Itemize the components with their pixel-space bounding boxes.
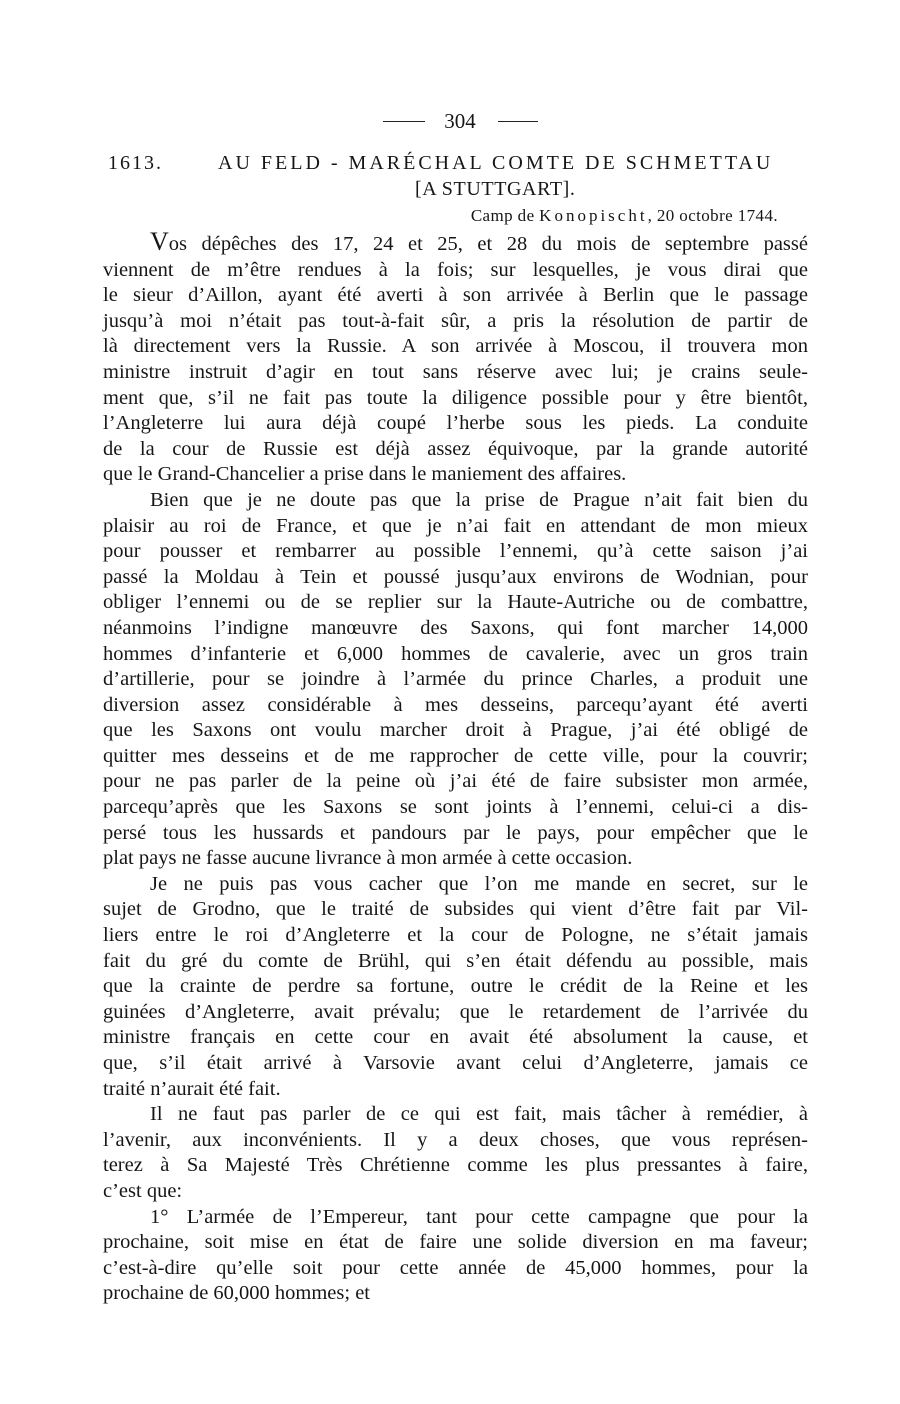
text-line: plat pays ne fasse aucune livrance à mon armée à cette occasion. [103,847,633,870]
text-line: obliger l’ennemi ou de se replier sur la Haute-Autriche ou de combattre, [103,591,808,614]
dateline [471,204,778,228]
text-line: là directement vers la Russie. A son arrivée à Moscou, il trouvera mon [103,335,808,358]
text-line: que les Saxons ont voulu marcher droit à Prague, j’ai été obligé de [103,719,808,742]
text-line: liers entre le roi d’Angleterre et la cour de Pologne, ne s’était jamais [103,924,808,947]
dateline-date: , 20 octobre 1744. [647,206,778,225]
text-line: l’Angleterre lui aura déjà coupé l’herbe sous les pieds. La conduite [103,412,808,435]
text-line: que, s’il était arrivé à Varsovie avant celui d’Angleterre, jamais ce [103,1052,808,1074]
text-line: passé la Moldau à Tein et poussé jusqu’aux environs de Wodnian, pour [103,565,808,588]
text-line: l’avenir, aux inconvénients. Il y a deux choses, que vous représen- [103,1128,808,1151]
letter-number: 1613. [108,152,163,174]
text-line: ministre français en cette cour en avait été absolument la cause, et [103,1026,808,1049]
text-line: pour ne pas parler de la peine où j’ai été de faire subsister mon armée, [103,770,808,793]
text-line: sujet de Grodno, que le traité de subsides qui vient d’être fait par Vil- [103,898,808,921]
dateline-place: Konopischt [539,206,648,225]
text-line: que le Grand-Chancelier a prise dans le maniement des affaires. [103,463,627,486]
text-line: le sieur d’Aillon, ayant été averti à son arrivée à Berlin que le passage [103,284,808,307]
text-line: pour pousser et rembarrer au possible l’ennemi, qu’à cette saison j’ai [103,540,808,563]
text-line: persé tous les hussards et pandours par le pays, pour empêcher que le [103,821,808,844]
text-line: de la cour de Russie est déjà assez équivoque, par la grande autorité [103,437,808,460]
text-line: ministre instruit d’agir en tout sans réserve avec lui; je crains seule- [103,360,808,383]
paragraph [103,488,808,872]
letter-body [103,227,808,1307]
text-line: Je ne puis pas vous cacher que l’on me mande en secret, sur le [150,872,808,895]
letter-title: AU FELD - MARÉCHAL COMTE DE SCHMETTAU [218,152,774,174]
paragraph [103,227,808,488]
letter-destination: [A STUTTGART]. [415,178,576,200]
dateline-prefix: Camp de [470,206,540,225]
text-line: parcequ’après que les Saxons se sont joints à l’ennemi, celui-ci a dis- [103,796,808,819]
text-line: d’artillerie, pour se joindre à l’armée du prince Charles, a produit une [103,668,808,691]
text-line: guinées d’Angleterre, avait prévalu; que le retardement de l’arrivée du [103,1000,808,1023]
text-line: Vos dépêches des 17, 24 et 25, et 28 du mois de septembre passé [150,227,808,256]
header-dash-left [383,121,425,122]
text-line: plaisir au roi de France, et que je n’ai fait en attendant de mon mieux [103,514,808,537]
text-line: Il ne faut pas parler de ce qui est fait, mais tâcher à remédier, à [150,1103,808,1126]
text-line: fait du gré du comte de Brühl, qui s’en était défendu au possible, mais [103,949,808,972]
text-line: prochaine, soit mise en état de faire une solide diversion en ma faveur; [103,1231,808,1254]
text-line: 1° L’armée de l’Empereur, tant pour cette campagne que pour la [150,1205,808,1228]
text-line: prochaine de 60,000 hommes; et [103,1282,371,1305]
text-line: que la crainte de perdre sa fortune, outre le crédit de la Reine et les [103,975,808,998]
text-line: hommes d’infanterie et 6,000 hommes de cavalerie, avec un gros train [103,642,808,665]
header-dash-right [498,121,538,122]
text-line: terez à Sa Majesté Très Chrétienne comme les plus pressantes à faire, [103,1154,808,1177]
paragraph [103,1102,808,1204]
text-line: néanmoins l’indigne manœuvre des Saxons, qui font marcher 14,000 [103,616,808,639]
page-number: 304 [444,109,476,133]
text-line: c’est-à-dire qu’elle soit pour cette année de 45,000 hommes, pour la [103,1256,808,1279]
text-line: diversion assez considérable à mes desseins, parcequ’ayant été averti [103,693,808,716]
paragraph [103,872,808,1102]
text-line: jusqu’à moi n’était pas tout-à-fait sûr, a pris la résolution de partir de [103,309,808,332]
paragraph [103,1205,808,1307]
text-line: Bien que je ne doute pas que la prise de Prague n’ait fait bien du [150,488,808,511]
text-line: viennent de m’être rendues à la fois; sur lesquelles, je vous dirai que [103,258,808,281]
text-line: traité n’aurait été fait. [103,1077,281,1100]
text-line: c’est que: [103,1179,183,1202]
text-line: quitter mes desseins et de me rapprocher de cette ville, pour la couvrir; [103,744,808,767]
text-line: ment que, s’il ne fait pas toute la diligence possible pour y être bientôt, [103,386,808,409]
